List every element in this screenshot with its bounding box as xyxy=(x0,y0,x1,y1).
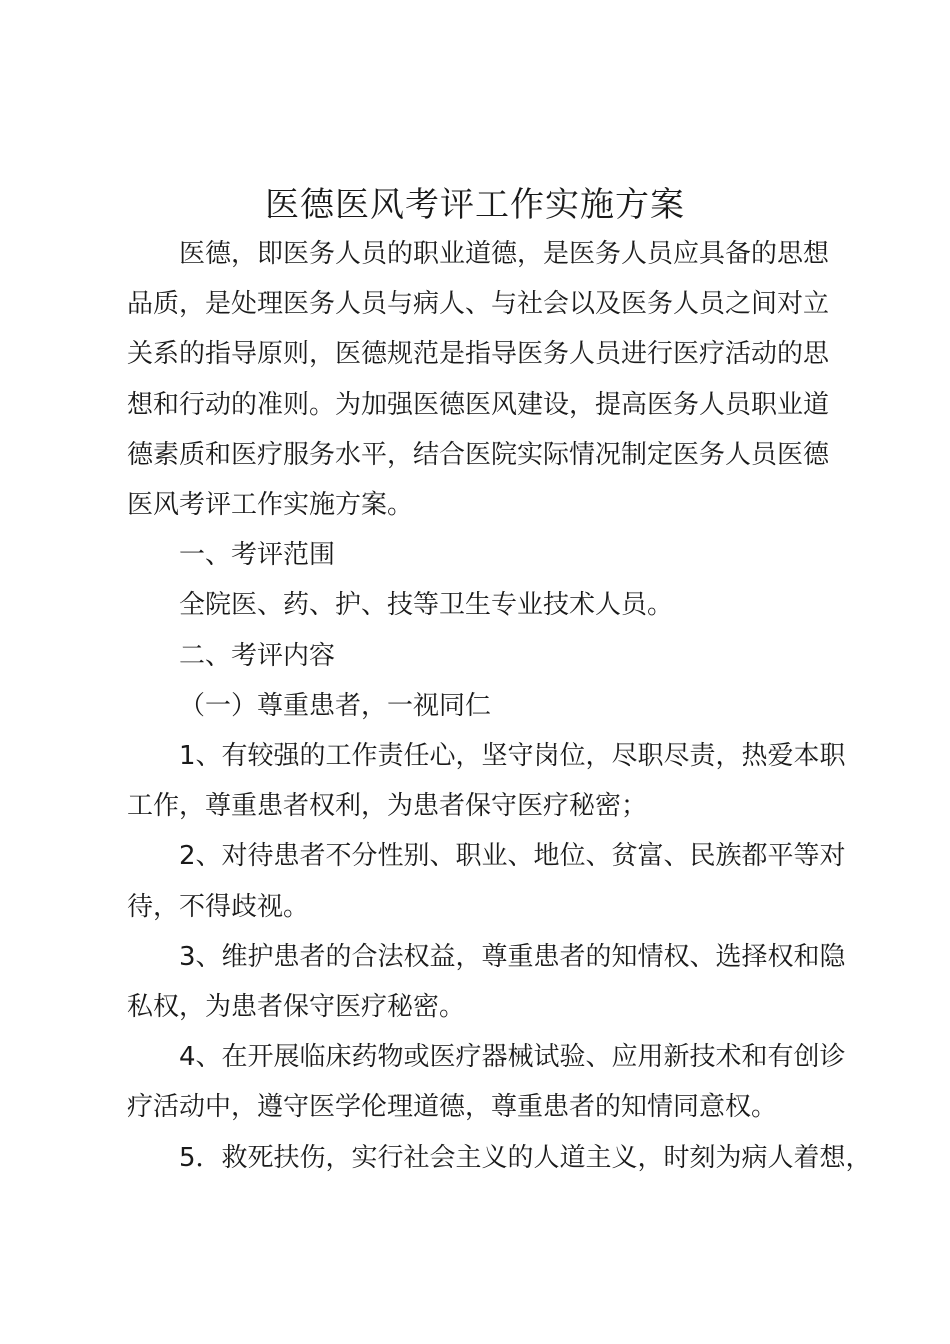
body-text-line: 品质，是处理医务人员与病人、与社会以及医务人员之间对立 xyxy=(127,289,830,320)
body-text-line: 3、维护患者的合法权益，尊重患者的知情权、选择权和隐 xyxy=(179,941,846,972)
body-text-line: 4、在开展临床药物或医疗器械试验、应用新技术和有创诊 xyxy=(179,1042,846,1073)
body-text-line: 全院医、药、护、技等卫生专业技术人员。 xyxy=(179,590,674,621)
body-text-line: 待，不得歧视。 xyxy=(127,891,310,922)
body-text-line: 医风考评工作实施方案。 xyxy=(127,490,414,520)
body-text-line: 疗活动中，遵守医学伦理道德，尊重患者的知情同意权。 xyxy=(127,1092,778,1123)
body-text-line: 5．救死扶伤，实行社会主义的人道主义，时刻为病人着想， xyxy=(179,1142,872,1173)
body-text-line: 关系的指导原则，医德规范是指导医务人员进行医疗活动的思 xyxy=(127,339,830,370)
body-text-line: 医德，即医务人员的职业道德，是医务人员应具备的思想 xyxy=(179,239,830,269)
body-text-line: 德素质和医疗服务水平，结合医院实际情况制定医务人员医德 xyxy=(127,439,830,470)
body-text-line: 想和行动的准则。为加强医德医风建设，提高医务人员职业道 xyxy=(127,389,830,420)
body-text-line: 二、考评内容 xyxy=(179,640,336,671)
body-text-line: 工作，尊重患者权利，为患者保守医疗秘密； xyxy=(127,791,648,822)
document-title: 医德医风考评工作实施方案 xyxy=(265,185,685,225)
body-text-line: 一、考评范围 xyxy=(179,540,336,571)
body-text-line: （一）尊重患者，一视同仁 xyxy=(179,690,492,721)
body-text-line: 2、对待患者不分性别、职业、地位、贫富、民族都平等对 xyxy=(179,841,846,872)
body-text-line: 私权，为患者保守医疗秘密。 xyxy=(127,992,466,1022)
body-text-line: 1、有较强的工作责任心，坚守岗位，尽职尽责，热爱本职 xyxy=(179,741,846,771)
